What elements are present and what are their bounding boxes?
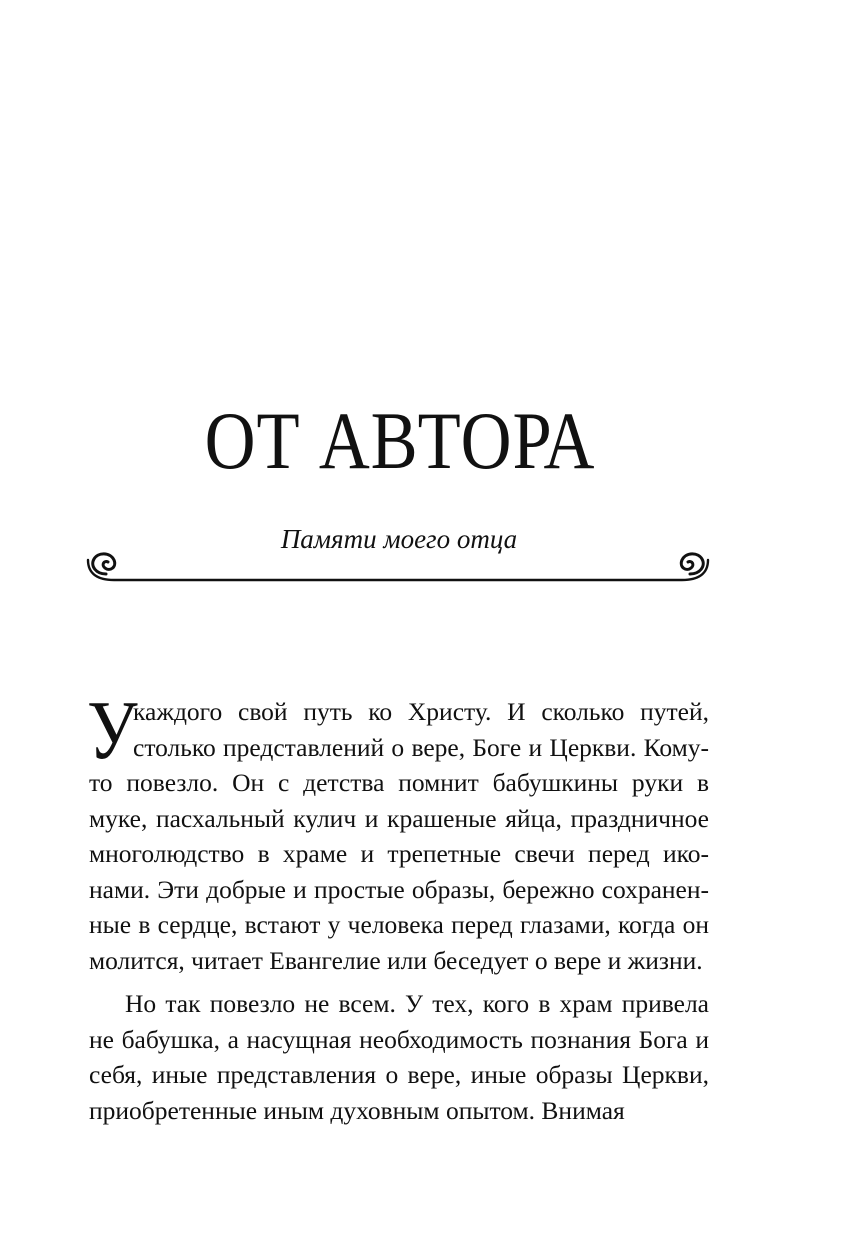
drop-cap: У (87, 684, 138, 777)
body-text (87, 684, 709, 1128)
chapter-title: ОТ АВТОРА (204, 395, 596, 486)
paragraph-1 (87, 684, 709, 978)
paragraph-2: Но так повезло не всем. У тех, кого в храм привела не бабушка, а насущная необходимость познания Бога и себя, иные представления о вере, иные образы Церкви, приобретенные иным духовным опытом. Внимая (89, 989, 709, 1125)
paragraph-1-text: каждого свой путь ко Христу. И сколько путей, столько представлений о вере, Боге и Церкви. Кому-то повезло. Он с детства помнит бабушкины руки в муке, пасхальный кулич и крашеные яйца, праздничное многолюдство в храме и трепетные свечи перед иконами. Эти добрые и простые образы, бережно сохраненные в сердце, встают у человека перед глазами, когда он молится, читает Евангелие или беседует о вере и жизни. (89, 697, 709, 975)
swirl-rule-ornament-icon (84, 540, 712, 590)
dedication-subtitle: Памяти моего отца (280, 524, 518, 554)
